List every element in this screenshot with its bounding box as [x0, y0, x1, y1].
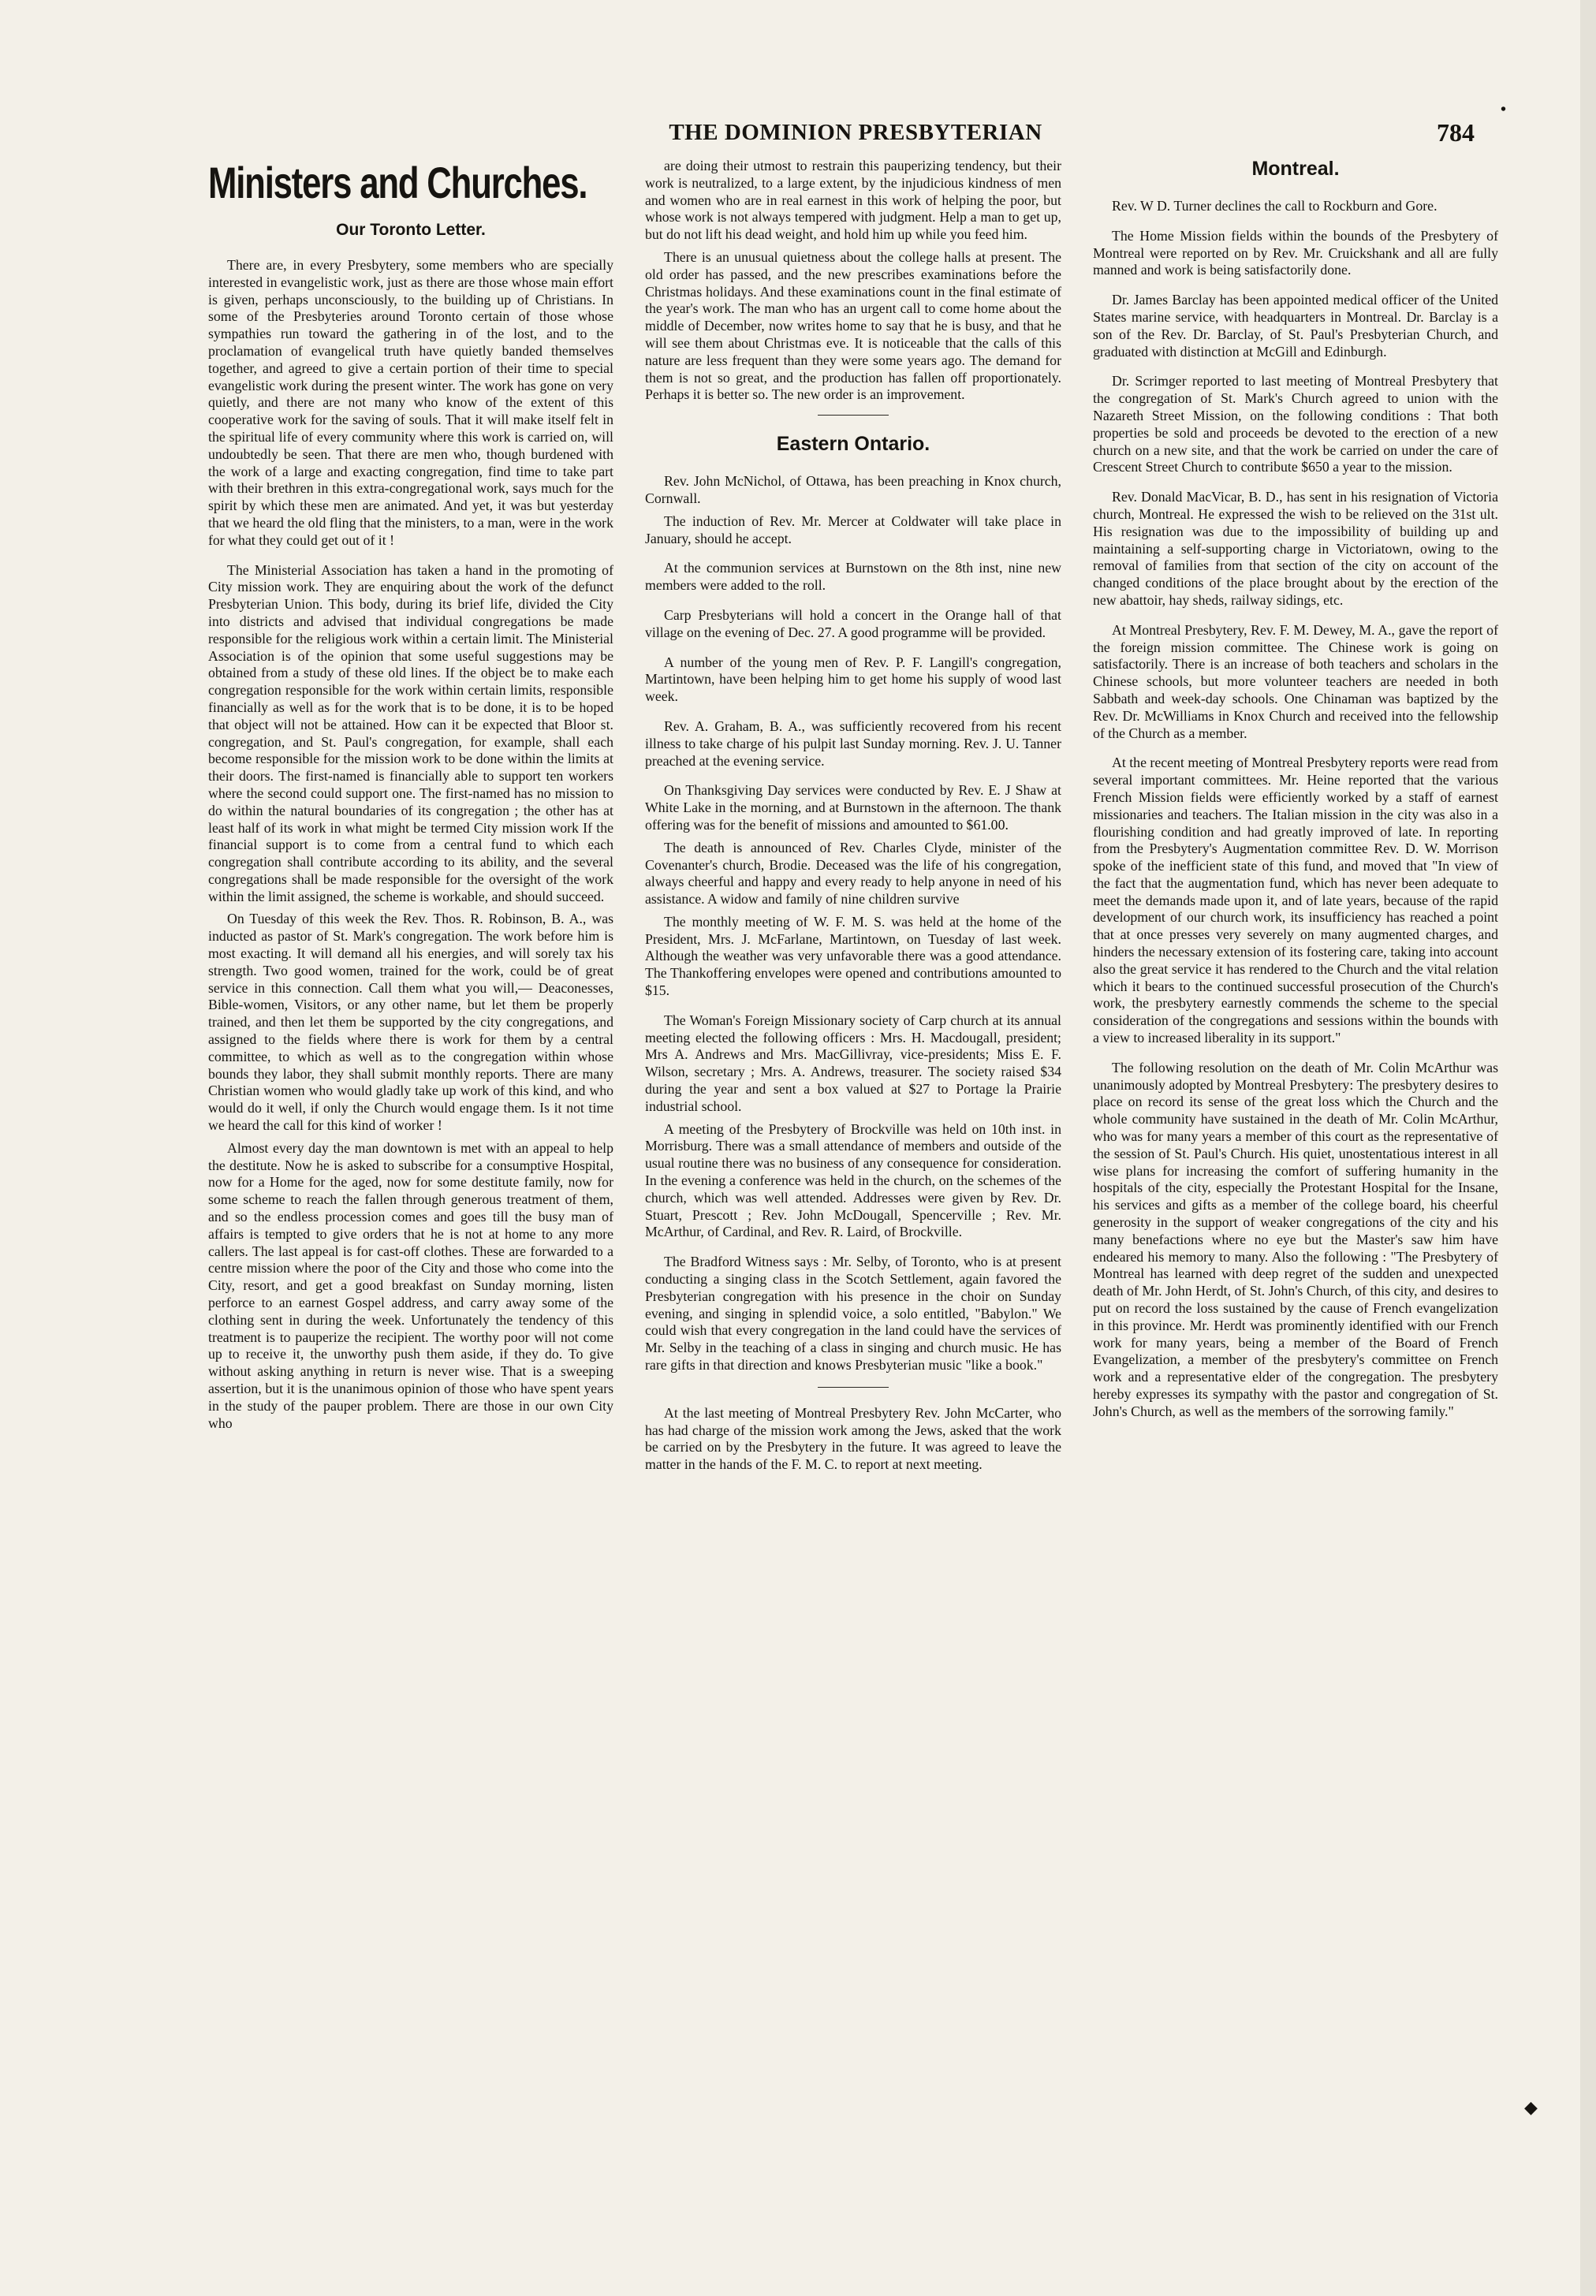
news-item: A number of the young men of Rev. P. F. Langill's congregation, Martintown, have been helping him to get home his supply of wood last week.: [645, 654, 1061, 705]
page-title: Ministers and Churches.: [208, 158, 587, 207]
divider: [818, 1387, 889, 1388]
news-item: At Montreal Presbytery, Rev. F. M. Dewey, M. A., gave the report of the foreign mission committee. The Chinese work is going on satisfactorily. There is an increase of both teachers and scholars in the Chinese schools, but more volunteer teachers are needed in both Sabbath and week-day schools. One Chinaman was baptized by the Rev. Dr. McWilliams in Knox Church and received into the fellowship of the Church as a member.: [1093, 621, 1498, 741]
news-item: At the recent meeting of Montreal Presbytery reports were read from several important committees. Mr. Heine reported that the various French Mission fields were efficiently worked by a staff of earnest missionaries and teachers. The Italian mission in the city was also in a flourishing condition and had greatly improved of late. In reporting from the Presbytery's Augmentation committee Rev. D. W. Morrison spoke of the inefficient state of this fund, and moved that "In view of the fact that the augmentation fund, which has never been adequate to meet the demands made upon it, and of late years, because of the rapid development of our church work, its insufficiency has reached a point that at once presses very severely on many augmented charges, and hinders the necessary extension of its fostering care, taking into account also the great service it has rendered to the Church and the vital relation which it bears to the continued successful prosecution of the Church's work, the presbytery earnestly commends the scheme to the special consideration of the congregations and sessions within the bounds with a view to increased liberality in its support.": [1093, 755, 1498, 1046]
news-item: On Thanksgiving Day services were conducted by Rev. E. J Shaw at White Lake in the morning, and at Burnstown in the afternoon. The thank offering was for the benefit of missions and amounted to $61.00.: [645, 782, 1061, 833]
news-item: At the last meeting of Montreal Presbytery Rev. John McCarter, who has had charge of the mission work among the Jews, asked that the work be carried on by the Presbytery in the future. It was agreed to leave the matter in the hands of the F. M. C. to report at next meeting.: [645, 1404, 1061, 1473]
article-paragraph: There is an unusual quietness about the college halls at present. The old order has passed, and the new prescribes examinations before the Christmas holidays. And these examinations count in the final estimate of the year's work. The man who has an urgent call to come home about the middle of December, now writes home to say that he is busy, and that he will see them about Christmas eve. It is noticeable that the calls of this nature are less frequent than they were some years ago. The demand for them is not so great, and the production has fallen off proportionately. Perhaps it is better so. The new order is an improvement.: [645, 248, 1061, 403]
news-item: Rev. W D. Turner declines the call to Rockburn and Gore.: [1112, 198, 1438, 214]
news-item: Dr. James Barclay has been appointed medical officer of the United States marine service, with headquarters in Montreal. Dr. Barclay is a son of the Rev. Dr. Barclay, of St. Paul's Presbyterian Church, and graduated with distinction at McGill and Edinburgh.: [1093, 292, 1498, 360]
news-item: Rev. John McNichol, of Ottawa, has been preaching in Knox church, Cornwall.: [645, 473, 1061, 506]
news-item: The Bradford Witness says : Mr. Selby, of Toronto, who is at present conducting a singing class in the Scotch Settlement, again favored the Presbyterian congregation with his presence in the choir on Sunday evening, and singing in splendid voice, a solo entitled, "Babylon." We could wish that every congregation in the land could have the services of Mr. Selby in the teaching of a class in singing and church music. He has rare gifts in that direction and knows Presbyterian music "like a book.": [645, 1254, 1061, 1374]
article-paragraph: There are, in every Presbytery, some members who are specially interested in evangelistic work, just as there are those whose main effort is given, perhaps unconsciously, to the building up of Christians. In some of the Presbyteries around Toronto certain of those whose sympathies run toward the gathering in of the lost, and to the proclamation of evangelical truth have quietly banded themselves together, and agreed to give a certain portion of their time to special evangelistic work during the present winter. The work has gone on very quietly, and there are not many who know of the extent of this cooperative work for the saving of souls. That it will make itself felt in the spiritual life of every community where this work is carried on, will undoubtedly be seen. That there are men who, though burdened with the work of a large and exacting congregation, find time to take part with their brethren in this extra-congregational work, says much for the spirit by which these men are animated. And yet, it was but yesterday that we heard the old fling that the ministers, to a man, were in the work for what they could get out of it !: [208, 257, 613, 548]
news-item: Dr. Scrimger reported to last meeting of Montreal Presbytery that the congregation of St. Mark's Church agreed to union with the Nazareth Street Mission, on the following conditions : That both properties be sold and proceeds be devoted to the erection of a new church on a new site, and that the work be carried on under the care of Crescent Street Church to contribute $650 a year to the mission.: [1093, 373, 1498, 475]
news-item: The death is announced of Rev. Charles Clyde, minister of the Covenanter's church, Brodie. Deceased was the life of his congregation, always cheerful and happy and every ready to help anyone in need of his assistance. A widow and family of nine children survive: [645, 839, 1061, 908]
section-heading-montreal: Montreal.: [1251, 158, 1340, 180]
page-edge: [1580, 0, 1596, 2296]
section-heading-eastern-ontario: Eastern Ontario.: [776, 433, 930, 456]
news-item: The following resolution on the death of Mr. Colin McArthur was unanimously adopted by Montreal Presbytery: The presbytery desires to place on record its sense of the great loss which the Church and the whole community have sustained in the death of Mr. Colin McArthur, who was for many years a member of this court as the representative of the session of St. Paul's Church. His quiet, unostentatious interest in all wise plans for increasing the comfort of suffering humanity in the hospitals of the city, especially the Protestant Hospital for the Insane, his services and gifts as a member of the college board, his cheerful generosity in the support of weaker congregations of the city and his many benefactions where no eye but the Master's saw him have endeared his memory to many. Also the following : "The Presbytery of Montreal has learned with deep regret of the sudden and unexpected death of Mr. John Herdt, of St. John's Church, of this city, and desires to put on record the loss sustained by the cause of French evangelization in this province. Mr. Herdt was prominently identified with our French work for many years, being a member of the Board of French Evangelization, a member of the presbytery's committee on French work and a representative elder of the congregation. The presbytery hereby expresses its sympathy with the pastor and congregation of St. John's Church, as well as the members of the sorrowing family.": [1093, 1059, 1498, 1419]
column-left: [208, 158, 613, 1437]
news-item: Carp Presbyterians will hold a concert in the Orange hall of that village on the evening of Dec. 27. A good programme will be provided.: [645, 606, 1061, 640]
article-paragraph: are doing their utmost to restrain this pauperizing tendency, but their work is neutralized, to a large extent, by the injudicious kindness of men and women who are in real earnest in this work of helping the poor, but whose work is not always tempered with judgment. Help a man to get up, but do not lift his dead weight, and hold him up while you feed him.: [645, 158, 1061, 243]
news-item: The Woman's Foreign Missionary society of Carp church at its annual meeting elected the following officers : Mrs. H. Macdougall, president; Mrs A. Andrews and Mrs. MacGillivray, vice-presidents; Miss E. F. Wilson, secretary ; Mrs. A. Andrews, treasurer. The society raised $34 during the year and sent a box valued at $27 to Portage la Prairie industrial school.: [645, 1012, 1061, 1114]
article-paragraph: The Ministerial Association has taken a hand in the promoting of City mission work. They are enquiring about the work of the defunct Presbyterian Union. This body, during its brief life, divided the City into districts and advised that individual congregations be made responsible for the religious work within a certain limit. The Ministerial Association is of the opinion that some useful suggestions may be obtained from a study of these old lines. If the object be to make each congregation responsible for the work within certain limits, responsible financially as well as for the work that is to be done, it is to be hoped that object will not be attained. How can it be expected that Bloor st. congregation, and St. Paul's congregation, for example, shall each become responsible for the mission work to be done within the limits at their doors. The first-named is financially able to support ten workers where the second could support one. The first-named has no mission to do within the natural boundaries of its congregation ; the other has at least half of its work in what might be termed City mission work If the financial support is to come from a central fund to which each congregation shall contribute according to its ability, and the several congregations shall be made responsible for the oversight of the work within the limit assigned, the scheme is workable, and should succeed.: [208, 561, 613, 904]
news-item: Rev. Donald MacVicar, B. D., has sent in his resignation of Victoria church, Montreal. He expressed the wish to be relieved on the 31st ult. His resignation was due to the impossibility of building up and maintaining a self-supporting charge in Victoriatown, owing to the removal of families from that section of the city on account of the changed conditions of the place brought about by the erection of the new abattoir, hay sheds, railway sidings, etc.: [1093, 489, 1498, 608]
column-right: [1093, 158, 1498, 1426]
divider: [818, 415, 889, 416]
article-paragraph: On Tuesday of this week the Rev. Thos. R. Robinson, B. A., was inducted as pastor of St. Mark's congregation. The work before him is most exacting. It will demand all his energies, and will sorely tax his strength. Two good women, trained for the work, could be of great service in this connection. Call them what you will,— Deaconesses, Bible-women, Visitors, or any other name, but let them be properly trained, and then let them be supported by the city congregations, and assigned to the fields where there is work for them by a central committee, to which as well as to the congregation within whose bounds they labor, they shall submit monthly reports. There are many Christian women who would gladly take up work of this kind, and who would do it well, if only the Church would engage them. Is it not time we heard the call for this kind of worker !: [208, 911, 613, 1134]
margin-mark: •: [1501, 101, 1507, 118]
corner-mark: ◆: [1524, 2097, 1538, 2117]
section-heading-toronto: Our Toronto Letter.: [336, 221, 486, 239]
news-item: The monthly meeting of W. F. M. S. was held at the home of the President, Mrs. J. McFarlane, Martintown, on Tuesday of last week. Although the weather was very unfavorable there was a good attendance. The Thankoffering envelopes were opened and contributions amounted to $15.: [645, 913, 1061, 999]
news-item: At the communion services at Burnstown on the 8th inst, nine new members were added to the roll.: [645, 560, 1061, 594]
column-middle: [645, 158, 1061, 1479]
news-item: A meeting of the Presbytery of Brockville was held on 10th inst. in Morrisburg. There was a small attendance of members and outside of the usual routine there was no business of any consequence for consideration. In the evening a conference was held in the church, on the schemes of the church, which was well attended. Addresses were given by Rev. Dr. Stuart, Prescott ; Rev. John McDougall, Spencerville ; Rev. Mr. McArthur, of Cardinal, and Rev. R. Laird, of Brockville.: [645, 1120, 1061, 1240]
article-paragraph: Almost every day the man downtown is met with an appeal to help the destitute. Now he is asked to subscribe for a consumptive Hospital, now for a Home for the aged, now for some destitute family, now for some scheme to reach the fallen through generous treatment of them, and so the endless procession comes and goes till the busy man of affairs is tempted to give orders that he is not at home to any more callers. The last appeal is for cast-off clothes. These are forwarded to a centre mission where the poor of the City and those who come into the City, resort, and get a good breakfast on Sunday morning, listen perforce to an earnest Gospel address, and carry away some of the clothing sent in during the week. Unfortunately the tendency of this treatment is to pauperize the recipient. The worthy poor will not come up to receive it, the unworthy push them aside, if they do. To give without asking anything in return is never wise. That is a sweeping assertion, but it is the unanimous opinion of those who have spent years in the study of the pauper problem. There are those in our own City who: [208, 1139, 613, 1431]
news-item: Rev. A. Graham, B. A., was sufficiently recovered from his recent illness to take charge of his pulpit last Sunday morning. Rev. J. U. Tanner preached at the evening service.: [645, 718, 1061, 769]
masthead: THE DOMINION PRESBYTERIAN: [669, 120, 1042, 145]
news-item: The induction of Rev. Mr. Mercer at Coldwater will take place in January, should he accept.: [645, 512, 1061, 546]
news-item: The Home Mission fields within the bounds of the Presbytery of Montreal were reported on by Rev. Mr. Cruickshank and all are fully manned and work is being satisfactorily done.: [1093, 227, 1498, 278]
page-number: 784: [1437, 118, 1475, 147]
